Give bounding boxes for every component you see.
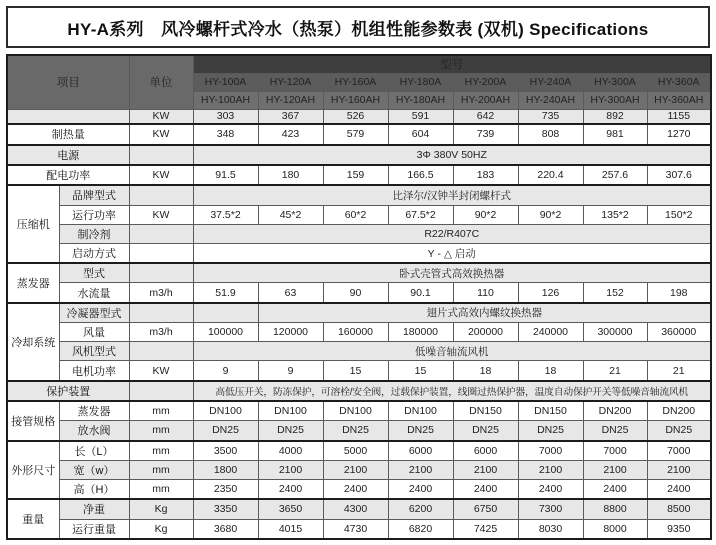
value-cell: 90*2 (453, 205, 518, 224)
value-cell: 9 (193, 361, 258, 381)
value-cell: 7300 (518, 499, 583, 519)
table-row (7, 479, 711, 499)
value-cell: 2100 (453, 460, 518, 479)
value-cell: 135*2 (583, 205, 647, 224)
unit-cell: KW (129, 165, 193, 185)
value-cell: 180000 (388, 322, 453, 341)
label-cell: 制冷剂 (59, 224, 129, 243)
value-cell: 21 (583, 361, 647, 381)
unit-cell (129, 263, 193, 283)
value-cell: 579 (323, 124, 388, 144)
value-cell: 150*2 (647, 205, 711, 224)
model-header-ah: HY-100AH (193, 91, 258, 109)
value-cell: 307.6 (647, 165, 711, 185)
value-cell: 257.6 (583, 165, 647, 185)
value-cell: DN200 (583, 401, 647, 421)
value-cell: 4730 (323, 519, 388, 539)
header-row-model-band (7, 55, 711, 73)
value-cell: DN25 (258, 421, 323, 441)
label-cell: 风量 (59, 322, 129, 341)
spec-table-head (7, 55, 711, 109)
table-row (7, 441, 711, 461)
label-cell: 蒸发器 (59, 401, 129, 421)
label-cell: 运行功率 (59, 205, 129, 224)
value-cell: 2100 (388, 460, 453, 479)
value-cell: 90*2 (518, 205, 583, 224)
value-cell: 2100 (583, 460, 647, 479)
value-cell: 3680 (193, 519, 258, 539)
table-row (7, 381, 711, 401)
model-header-a: HY-100A (193, 73, 258, 91)
value-cell: 110 (453, 283, 518, 303)
value-cell: 21 (647, 361, 711, 381)
model-header-ah: HY-200AH (453, 91, 518, 109)
label-cell: 高（H） (59, 479, 129, 499)
group-cell: 外形尺寸 (7, 441, 59, 500)
table-row (7, 421, 711, 441)
table-row (7, 165, 711, 185)
value-cell: 91.5 (193, 165, 258, 185)
label-cell: 型式 (59, 263, 129, 283)
value-cell: 240000 (518, 322, 583, 341)
table-row (7, 519, 711, 539)
label-cell: 放水阀 (59, 421, 129, 441)
value-cell (193, 303, 258, 323)
value-cell: DN25 (193, 421, 258, 441)
table-row (7, 185, 711, 205)
value-cell: 卧式壳管式高效换热器 (193, 263, 711, 283)
value-cell: 51.9 (193, 283, 258, 303)
table-row (7, 283, 711, 303)
value-cell: 100000 (193, 322, 258, 341)
value-cell: 4000 (258, 441, 323, 461)
value-cell: 2100 (518, 460, 583, 479)
table-row (7, 460, 711, 479)
value-cell: 526 (323, 109, 388, 124)
value-cell: 18 (453, 361, 518, 381)
group-cell: 接管规格 (7, 401, 59, 441)
value-cell: 2100 (258, 460, 323, 479)
label-cell: 配电功率 (7, 165, 129, 185)
label-cell: 品牌型式 (59, 185, 129, 205)
value-cell: 152 (583, 283, 647, 303)
value-cell: 2350 (193, 479, 258, 499)
value-cell: 126 (518, 283, 583, 303)
value-cell: 892 (583, 109, 647, 124)
value-cell: 3350 (193, 499, 258, 519)
value-cell: DN25 (647, 421, 711, 441)
value-cell: 8500 (647, 499, 711, 519)
value-cell: 360000 (647, 322, 711, 341)
value-cell: 60*2 (323, 205, 388, 224)
value-cell: 200000 (453, 322, 518, 341)
table-row (7, 224, 711, 243)
value-cell: DN200 (647, 401, 711, 421)
table-row (7, 145, 711, 165)
value-cell: 2400 (518, 479, 583, 499)
col-header-model: 型号 (193, 55, 711, 73)
value-cell: 1270 (647, 124, 711, 144)
value-cell: 3500 (193, 441, 258, 461)
model-header-ah: HY-180AH (388, 91, 453, 109)
table-row (7, 263, 711, 283)
unit-cell: KW (129, 361, 193, 381)
value-cell: 183 (453, 165, 518, 185)
unit-cell (129, 243, 193, 263)
unit-cell: mm (129, 441, 193, 461)
value-cell: 591 (388, 109, 453, 124)
value-cell: 120000 (258, 322, 323, 341)
value-cell: 8000 (583, 519, 647, 539)
value-cell: 604 (388, 124, 453, 144)
spec-table-body (7, 109, 711, 539)
page-title: HY-A系列 风冷螺杆式冷水（热泵）机组性能参数表 (双机) Specifications (6, 6, 710, 48)
value-cell: DN25 (453, 421, 518, 441)
value-cell: 2400 (453, 479, 518, 499)
col-header-unit: 单位 (129, 55, 193, 109)
unit-cell: mm (129, 460, 193, 479)
value-cell: 4015 (258, 519, 323, 539)
model-header-ah: HY-360AH (647, 91, 711, 109)
label-cell (7, 109, 129, 124)
value-cell: 2400 (258, 479, 323, 499)
value-cell: DN100 (388, 401, 453, 421)
unit-cell: Kg (129, 519, 193, 539)
unit-cell (129, 224, 193, 243)
value-cell: 808 (518, 124, 583, 144)
value-cell: 4300 (323, 499, 388, 519)
value-cell: 6000 (388, 441, 453, 461)
value-cell: 348 (193, 124, 258, 144)
value-cell: 180 (258, 165, 323, 185)
value-cell: 198 (647, 283, 711, 303)
table-row (7, 243, 711, 263)
value-cell: 9350 (647, 519, 711, 539)
label-cell: 水流量 (59, 283, 129, 303)
unit-cell (129, 145, 193, 165)
table-row (7, 322, 711, 341)
value-cell: 160000 (323, 322, 388, 341)
model-header-a: HY-360A (647, 73, 711, 91)
value-cell: 7425 (453, 519, 518, 539)
value-cell: 423 (258, 124, 323, 144)
model-header-ah: HY-240AH (518, 91, 583, 109)
group-cell: 压缩机 (7, 185, 59, 263)
label-cell: 运行重量 (59, 519, 129, 539)
value-cell: 159 (323, 165, 388, 185)
label-cell: 宽（w） (59, 460, 129, 479)
value-cell: 6750 (453, 499, 518, 519)
unit-cell (129, 381, 193, 401)
value-cell: 735 (518, 109, 583, 124)
value-cell: DN100 (323, 401, 388, 421)
value-cell: 37.5*2 (193, 205, 258, 224)
value-cell: 3650 (258, 499, 323, 519)
value-cell: DN100 (193, 401, 258, 421)
value-cell: 45*2 (258, 205, 323, 224)
label-cell: 风机型式 (59, 342, 129, 361)
value-cell: 8030 (518, 519, 583, 539)
value-cell: 303 (193, 109, 258, 124)
label-cell: 冷凝器型式 (59, 303, 129, 323)
group-cell: 重量 (7, 499, 59, 539)
model-header-ah: HY-120AH (258, 91, 323, 109)
model-header-a: HY-300A (583, 73, 647, 91)
spec-table (6, 54, 712, 540)
label-cell: 电源 (7, 145, 129, 165)
group-cell: 蒸发器 (7, 263, 59, 303)
value-cell: DN25 (388, 421, 453, 441)
label-cell: 净重 (59, 499, 129, 519)
value-cell: 739 (453, 124, 518, 144)
unit-cell: Kg (129, 499, 193, 519)
unit-cell: KW (129, 205, 193, 224)
value-cell: 2400 (647, 479, 711, 499)
group-cell: 冷却系统 (7, 303, 59, 381)
unit-cell: mm (129, 479, 193, 499)
value-cell: DN25 (583, 421, 647, 441)
value-cell: 642 (453, 109, 518, 124)
value-cell: 90.1 (388, 283, 453, 303)
value-cell: 1155 (647, 109, 711, 124)
label-cell: 保护装置 (7, 381, 129, 401)
table-row (7, 109, 711, 124)
value-cell: 8800 (583, 499, 647, 519)
unit-cell (129, 185, 193, 205)
table-row (7, 303, 711, 323)
table-row (7, 205, 711, 224)
value-cell: 7000 (647, 441, 711, 461)
value-cell: Y - △ 启动 (193, 243, 711, 263)
value-cell: 2400 (388, 479, 453, 499)
unit-cell: m3/h (129, 283, 193, 303)
value-cell: 2100 (647, 460, 711, 479)
model-header-ah: HY-160AH (323, 91, 388, 109)
value-cell: DN150 (518, 401, 583, 421)
unit-cell (129, 303, 193, 323)
value-cell: 90 (323, 283, 388, 303)
value-cell: 2100 (323, 460, 388, 479)
table-row (7, 124, 711, 144)
col-header-item: 项目 (7, 55, 129, 109)
label-cell: 启动方式 (59, 243, 129, 263)
value-cell: 比泽尔/汉钟半封闭螺杆式 (193, 185, 711, 205)
value-cell: 2400 (583, 479, 647, 499)
model-header-a: HY-200A (453, 73, 518, 91)
table-row (7, 361, 711, 381)
value-cell: 6820 (388, 519, 453, 539)
model-header-a: HY-180A (388, 73, 453, 91)
value-cell: 18 (518, 361, 583, 381)
value-cell: 367 (258, 109, 323, 124)
value-cell: 15 (388, 361, 453, 381)
value-cell: 6000 (453, 441, 518, 461)
unit-cell: mm (129, 421, 193, 441)
value-cell: DN25 (518, 421, 583, 441)
value-cell: 166.5 (388, 165, 453, 185)
unit-cell (129, 342, 193, 361)
value-cell: 1800 (193, 460, 258, 479)
label-cell: 长（L） (59, 441, 129, 461)
table-row (7, 342, 711, 361)
value-cell: 67.5*2 (388, 205, 453, 224)
value-cell: 15 (323, 361, 388, 381)
value-cell: 220.4 (518, 165, 583, 185)
model-header-a: HY-120A (258, 73, 323, 91)
unit-cell: m3/h (129, 322, 193, 341)
value-cell: DN150 (453, 401, 518, 421)
value-cell: 7000 (583, 441, 647, 461)
unit-cell: mm (129, 401, 193, 421)
value-cell: DN25 (323, 421, 388, 441)
value-cell: 300000 (583, 322, 647, 341)
label-cell: 电机功率 (59, 361, 129, 381)
model-header-a: HY-240A (518, 73, 583, 91)
value-cell: 高低压开关，防冻保护，可溶栓/安全阀，过载保护装置，线圈过热保护器，温度自动保护开关等低噪音轴流风机 (193, 381, 711, 401)
value-cell: 981 (583, 124, 647, 144)
unit-cell: KW (129, 124, 193, 144)
value-cell: 低噪音轴流风机 (193, 342, 711, 361)
model-header-ah: HY-300AH (583, 91, 647, 109)
value-cell: 5000 (323, 441, 388, 461)
table-row (7, 401, 711, 421)
model-header-a: HY-160A (323, 73, 388, 91)
value-cell: 63 (258, 283, 323, 303)
value-cell: 9 (258, 361, 323, 381)
value-cell: 翅片式高效内螺纹换热器 (258, 303, 711, 323)
value-cell: 2400 (323, 479, 388, 499)
value-cell: R22/R407C (193, 224, 711, 243)
label-cell: 制热量 (7, 124, 129, 144)
value-cell: DN100 (258, 401, 323, 421)
value-cell: 3Φ 380V 50HZ (193, 145, 711, 165)
unit-cell: KW (129, 109, 193, 124)
value-cell: 7000 (518, 441, 583, 461)
value-cell: 6200 (388, 499, 453, 519)
table-row (7, 499, 711, 519)
